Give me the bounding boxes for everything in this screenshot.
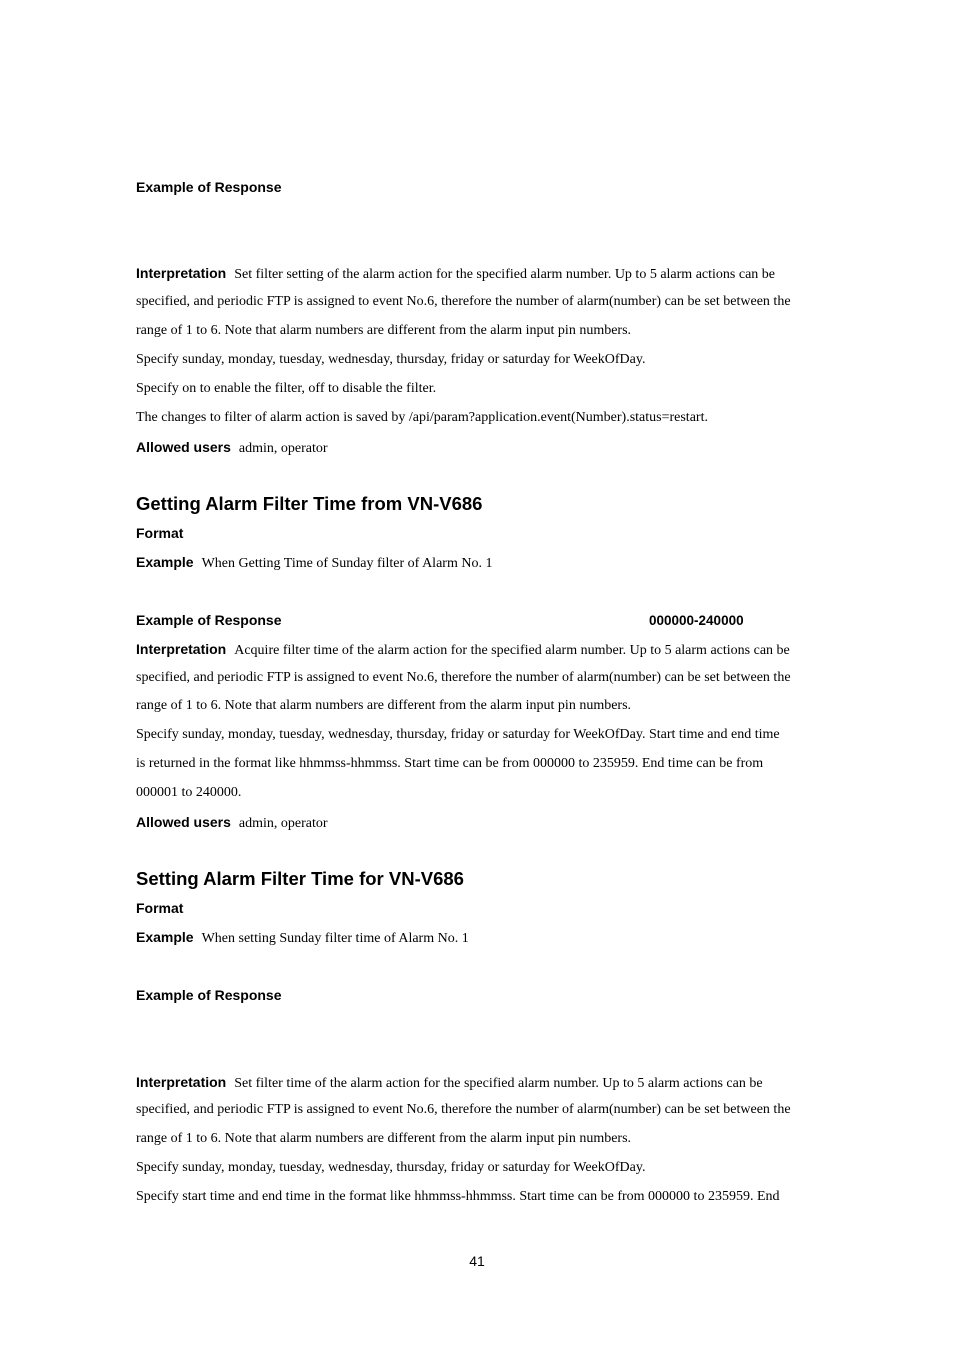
interpretation-text: range of 1 to 6. Note that alarm numbers are different from the alarm input pin numbers. (136, 323, 632, 338)
interpretation-text: range of 1 to 6. Note that alarm numbers are different from the alarm input pin numbers. (136, 698, 632, 713)
format-label: Format (136, 525, 184, 541)
example-line (136, 929, 469, 947)
example-text: When setting Sunday filter time of Alarm No. 1 (201, 931, 469, 946)
format-label: Format (136, 900, 184, 916)
allowed-users-label: Allowed users (136, 814, 231, 830)
interpretation-text: specified, and periodic FTP is assigned to event No.6, therefore the number of alarm(number) can be set between the (136, 1102, 791, 1117)
response-value: 000000-240000 (649, 613, 744, 628)
example-label: Example (136, 929, 194, 945)
allowed-users-line (136, 439, 328, 457)
interpretation-text: 000001 to 240000. (136, 785, 242, 800)
page-number: 41 (469, 1253, 485, 1269)
interpretation-label: Interpretation (136, 1074, 227, 1090)
interpretation-line (136, 265, 775, 283)
interpretation-text: range of 1 to 6. Note that alarm numbers are different from the alarm input pin numbers. (136, 1131, 632, 1146)
example-line (136, 554, 492, 572)
interpretation-text: specified, and periodic FTP is assigned to event No.6, therefore the number of alarm(number) can be set between the (136, 670, 791, 685)
interpretation-text: Specify on to enable the filter, off to disable the filter. (136, 381, 437, 396)
interpretation-text: is returned in the format like hhmmss-hhmmss. Start time can be from 000000 to 235959. End time can be from (136, 756, 764, 771)
interpretation-text: Specify sunday, monday, tuesday, wednesday, thursday, friday or saturday for WeekOfDay. (136, 352, 646, 367)
section-heading: Getting Alarm Filter Time from VN-V686 (136, 493, 483, 514)
allowed-users-value: admin, operator (238, 441, 328, 456)
section-heading: Setting Alarm Filter Time for VN-V686 (136, 868, 464, 889)
interpretation-label: Interpretation (136, 265, 227, 281)
allowed-users-line (136, 814, 328, 832)
example-label: Example (136, 554, 194, 570)
interpretation-text: Specify sunday, monday, tuesday, wednesday, thursday, friday or saturday for WeekOfDay. (136, 1160, 646, 1175)
interpretation-text: The changes to filter of alarm action is saved by /api/param?application.event(Number).status=restart. (136, 410, 708, 425)
interpretation-text: Set filter time of the alarm action for the specified alarm number. Up to 5 alarm actions can be (234, 1076, 763, 1091)
example-of-response-label: Example of Response (136, 179, 282, 195)
interpretation-line (136, 641, 790, 659)
interpretation-text: Specify sunday, monday, tuesday, wednesday, thursday, friday or saturday for WeekOfDay. Start time and end time (136, 727, 780, 742)
interpretation-text: Acquire filter time of the alarm action for the specified alarm number. Up to 5 alarm actions can be (234, 643, 790, 658)
interpretation-label: Interpretation (136, 641, 227, 657)
example-text: When Getting Time of Sunday filter of Alarm No. 1 (201, 556, 493, 571)
example-of-response-label: Example of Response (136, 612, 282, 628)
interpretation-text: Set filter setting of the alarm action for the specified alarm number. Up to 5 alarm actions can be (234, 267, 775, 282)
interpretation-text: Specify start time and end time in the format like hhmmss-hhmmss. Start time can be from 000000 to 235959. End (136, 1189, 780, 1204)
example-of-response-label: Example of Response (136, 987, 282, 1003)
allowed-users-value: admin, operator (238, 816, 328, 831)
interpretation-line (136, 1074, 763, 1092)
allowed-users-label: Allowed users (136, 439, 231, 455)
interpretation-text: specified, and periodic FTP is assigned to event No.6, therefore the number of alarm(number) can be set between the (136, 294, 791, 309)
